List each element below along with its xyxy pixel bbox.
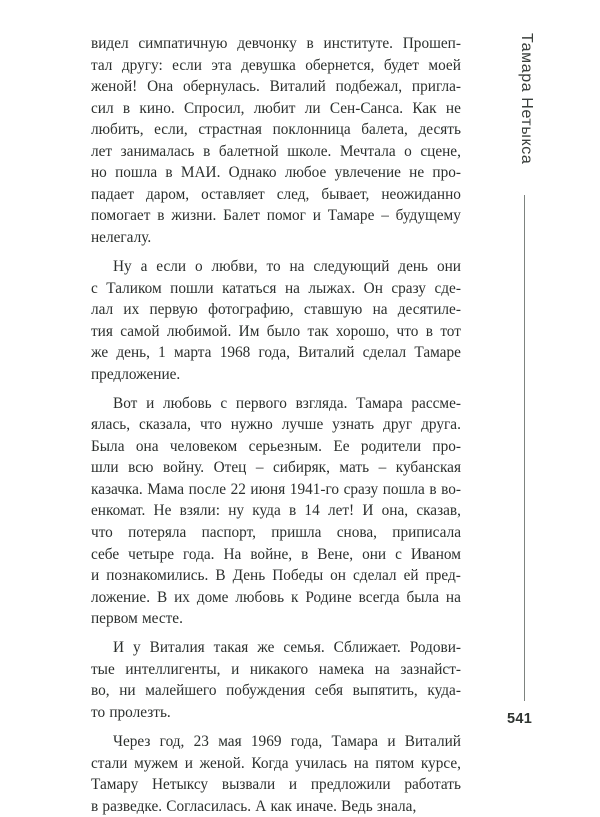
running-head xyxy=(515,33,535,333)
paragraph-gap xyxy=(91,630,461,638)
text-line: но пошла в МАИ. Однако любое увлечение не про- xyxy=(91,164,461,182)
text-line: И у Виталия такая же семья. Сближает. Родови- xyxy=(113,639,461,657)
text-line: что потеряла паспорт, пришла снова, приписала xyxy=(91,524,461,542)
text-line: енкомат. Не взяли: ну куда в 14 лет! И она, сказав, xyxy=(91,502,461,520)
text-line: предложение. xyxy=(91,365,181,383)
text-line: первом месте. xyxy=(91,610,183,628)
text-line: женой! Она обернулась. Виталий подбежал, пригла- xyxy=(91,78,461,96)
text-line: тия самой любимой. Им было так хорошо, что в тот xyxy=(91,322,461,340)
text-line: ложение. В их доме любовь к Родине всегда была на xyxy=(91,588,461,606)
page-number: 541 xyxy=(507,711,533,727)
text-line: видел симпатичную девчонку в институте. Прошеп- xyxy=(91,35,461,52)
text-line: Через год, 23 мая 1969 года, Тамара и Виталий xyxy=(113,732,461,750)
text-line: любить, если, страстная поклонница балета, десять xyxy=(91,121,461,139)
paragraph-gap xyxy=(91,385,461,393)
text-line: лал их первую фотографию, ставшую на десятиле- xyxy=(91,301,461,319)
text-line: стали мужем и женой. Когда училась на пятом курсе, xyxy=(91,754,461,772)
text-line: же день, 1 марта 1968 года, Виталий сделал Тамаре xyxy=(91,344,461,362)
body-text xyxy=(91,33,461,817)
text-line: падает даром, оставляет след, бывает, неожиданно xyxy=(91,185,461,203)
text-line: ялась, сказала, что нужно лучше узнать друг друга. xyxy=(91,416,461,434)
text-line: казачка. Мама после 22 июня 1941-го сразу пошла в во- xyxy=(91,480,461,498)
text-line: помогает в жизни. Балет помог и Тамаре – будущему xyxy=(91,207,461,225)
running-head-title: Тамара Нетыкса xyxy=(518,33,535,165)
text-line: тые интеллигенты, и никакого намека на зазнайст- xyxy=(91,660,461,678)
text-line: лет занималась в балетной школе. Мечтала о сцене, xyxy=(91,142,461,160)
text-line: Тамару Нетыксу вызвали и предложили работать xyxy=(91,776,461,794)
paragraph-gap xyxy=(91,248,461,256)
text-line: то пролезть. xyxy=(91,703,171,721)
paragraph xyxy=(91,637,461,723)
paragraph-gap xyxy=(91,723,461,731)
running-head-rule xyxy=(524,195,525,701)
paragraph xyxy=(91,393,461,630)
text-line: и познакомились. В День Победы он сделал ей пред- xyxy=(91,567,461,585)
text-line: Ну а если о любви, то на следующий день они xyxy=(113,257,461,275)
text-line: нелегалу. xyxy=(91,228,152,246)
text-line: Была она человеком серьезным. Ее родители про- xyxy=(91,437,461,455)
text-line: сил в кино. Спросил, любит ли Сен-Санса. Как не xyxy=(91,99,461,117)
text-line: с Таликом пошли кататься на лыжах. Он сразу сде- xyxy=(91,279,461,297)
text-line: шли всю войну. Отец – сибиряк, мать – кубанская xyxy=(91,459,461,477)
paragraph xyxy=(91,731,461,817)
text-line: тал другу: если эта девушка обернется, будет моей xyxy=(91,56,461,74)
paragraph xyxy=(91,256,461,385)
text-line: себе четыре года. На войне, в Вене, они с Иваном xyxy=(91,545,461,563)
paragraph xyxy=(91,33,461,248)
text-line: во, ни малейшего побуждения себя выпятить, куда- xyxy=(91,682,461,700)
text-line: в разведке. Согласилась. А как иначе. Ведь знала, xyxy=(91,797,417,815)
text-line: Вот и любовь с первого взгляда. Тамара рассме- xyxy=(113,394,461,412)
